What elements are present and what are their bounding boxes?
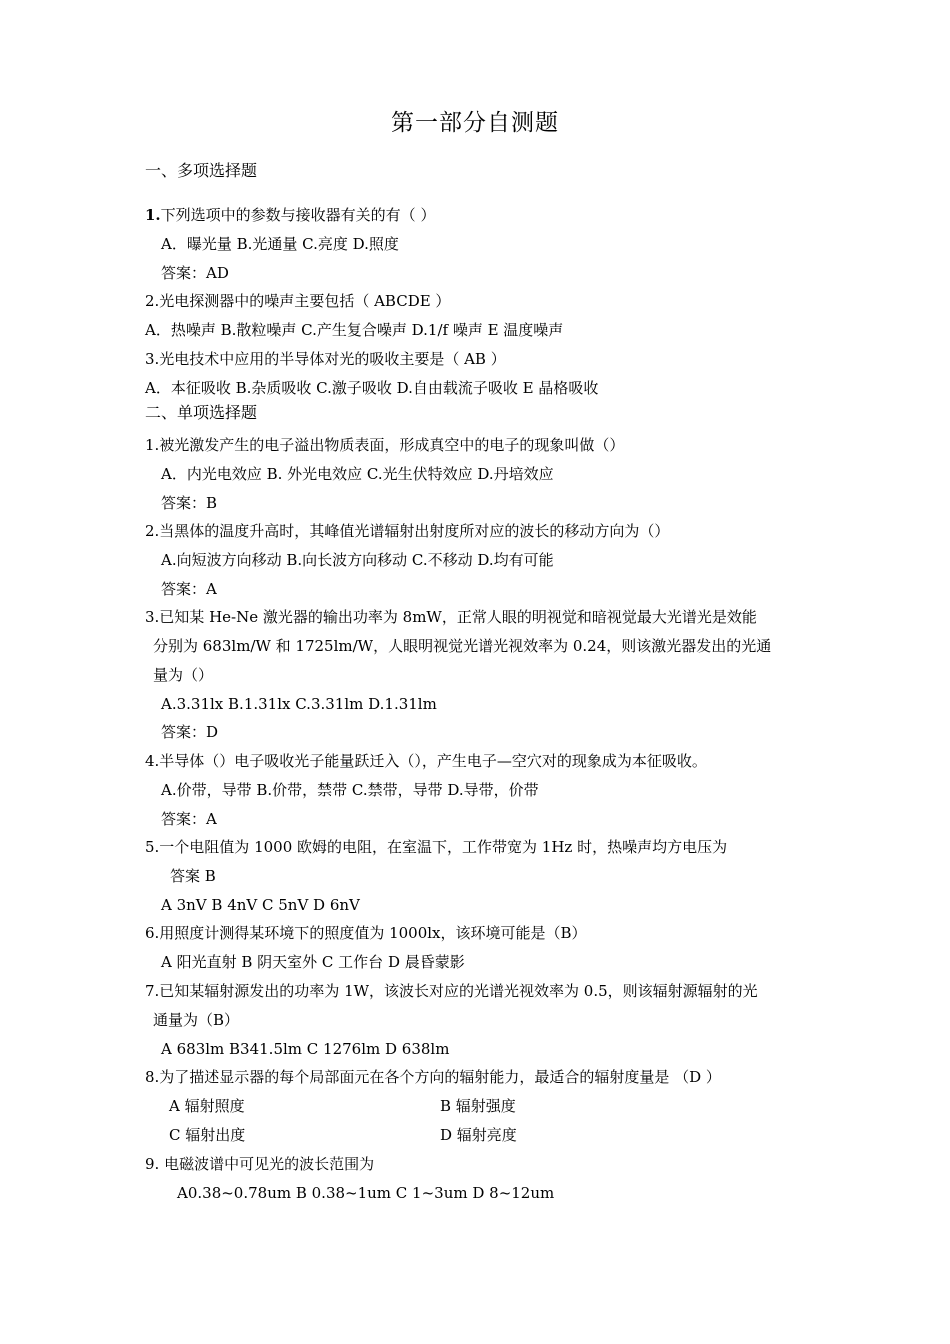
question-number: 1. — [145, 206, 161, 224]
sc-question-2-answer: 答案：A — [161, 580, 217, 598]
sc-question-2: 2.当黑体的温度升高时，其峰值光谱辐射出射度所对应的波长的移动方向为（） — [145, 522, 670, 540]
question-2-options: A．热噪声 B.散粒噪声 C.产生复合噪声 D.1/f 噪声 E 温度噪声 — [145, 321, 564, 339]
sc-question-1: 1.被光激发产生的电子溢出物质表面，形成真空中的电子的现象叫做（） — [145, 436, 625, 454]
sc-question-4-options: A.价带，导带 B.价带，禁带 C.禁带，导带 D.导带，价带 — [161, 781, 539, 799]
sc-question-1-answer: 答案：B — [161, 494, 218, 512]
question-3-options: A．本征吸收 B.杂质吸收 C.激子吸收 D.自由载流子吸收 E 晶格吸收 — [145, 379, 599, 397]
sc-question-7-line-1: 7.已知某辐射源发出的功率为 1W，该波长对应的光谱光视效率为 0.5，则该辐射源辐射的光 — [145, 982, 758, 1000]
section-heading-single-choice: 二、单项选择题 — [145, 403, 258, 422]
sc-question-8-option-c: C 辐射出度 — [169, 1126, 246, 1144]
sc-question-9-options: A0.38~0.78um B 0.38~1um C 1~3um D 8~12um — [177, 1184, 555, 1202]
sc-question-3-options: A.3.31lx B.1.31lx C.3.31lm D.1.31lm — [161, 695, 437, 713]
sc-question-8-option-d: D 辐射亮度 — [440, 1126, 517, 1144]
sc-question-8-option-b: B 辐射强度 — [440, 1097, 516, 1115]
sc-question-8: 8.为了描述显示器的每个局部面元在各个方向的辐射能力，最适合的辐射度量是 （D ） — [145, 1068, 721, 1086]
sc-question-5: 5.一个电阻值为 1000 欧姆的电阻，在室温下，工作带宽为 1Hz 时，热噪声均方电压为 — [145, 838, 728, 856]
section-heading-multiple-choice: 一、多项选择题 — [145, 161, 258, 180]
question-1 — [145, 205, 435, 225]
page-title: 第一部分自测题 — [391, 110, 559, 136]
sc-question-7-options: A 683lm B341.5lm C 1276lm D 638lm — [161, 1040, 450, 1058]
question-1-answer: 答案：AD — [161, 264, 229, 282]
sc-question-7-line-2: 通量为（B） — [153, 1011, 240, 1029]
sc-question-6-options: A 阳光直射 B 阴天室外 C 工作台 D 晨昏蒙影 — [161, 953, 465, 971]
sc-question-3-line-3: 量为（） — [153, 666, 214, 684]
question-2: 2.光电探测器中的噪声主要包括（ ABCDE ） — [145, 292, 451, 310]
sc-question-4-answer: 答案：A — [161, 810, 217, 828]
sc-question-5-answer: 答案 B — [170, 867, 216, 885]
sc-question-3-answer: 答案：D — [161, 723, 219, 741]
sc-question-5-options: A 3nV B 4nV C 5nV D 6nV — [161, 896, 360, 914]
sc-question-2-options: A.向短波方向移动 B.向长波方向移动 C.不移动 D.均有可能 — [161, 551, 554, 569]
sc-question-1-options: A．内光电效应 B. 外光电效应 C.光生伏特效应 D.丹培效应 — [161, 465, 554, 483]
sc-question-6: 6.用照度计测得某环境下的照度值为 1000lx，该环境可能是（B） — [145, 924, 587, 942]
sc-question-8-option-a: A 辐射照度 — [169, 1097, 245, 1115]
question-text: 下列选项中的参数与接收器有关的有（ ） — [160, 206, 436, 224]
sc-question-9: 9. 电磁波谱中可见光的波长范围为 — [145, 1155, 375, 1173]
question-3: 3.光电技术中应用的半导体对光的吸收主要是（ AB ） — [145, 350, 506, 368]
sc-question-4: 4.半导体（）电子吸收光子能量跃迁入（），产生电子—空穴对的现象成为本征吸收。 — [145, 752, 707, 770]
sc-question-3-line-1: 3.已知某 He-Ne 激光器的输出功率为 8mW，正常人眼的明视觉和暗视觉最大光谱光是效能 — [145, 608, 757, 626]
question-1-options: A．曝光量 B.光通量 C.亮度 D.照度 — [161, 235, 399, 253]
sc-question-3-line-2: 分别为 683lm/W 和 1725lm/W，人眼明视觉光谱光视效率为 0.24，则该激光器发出的光通 — [153, 637, 772, 655]
